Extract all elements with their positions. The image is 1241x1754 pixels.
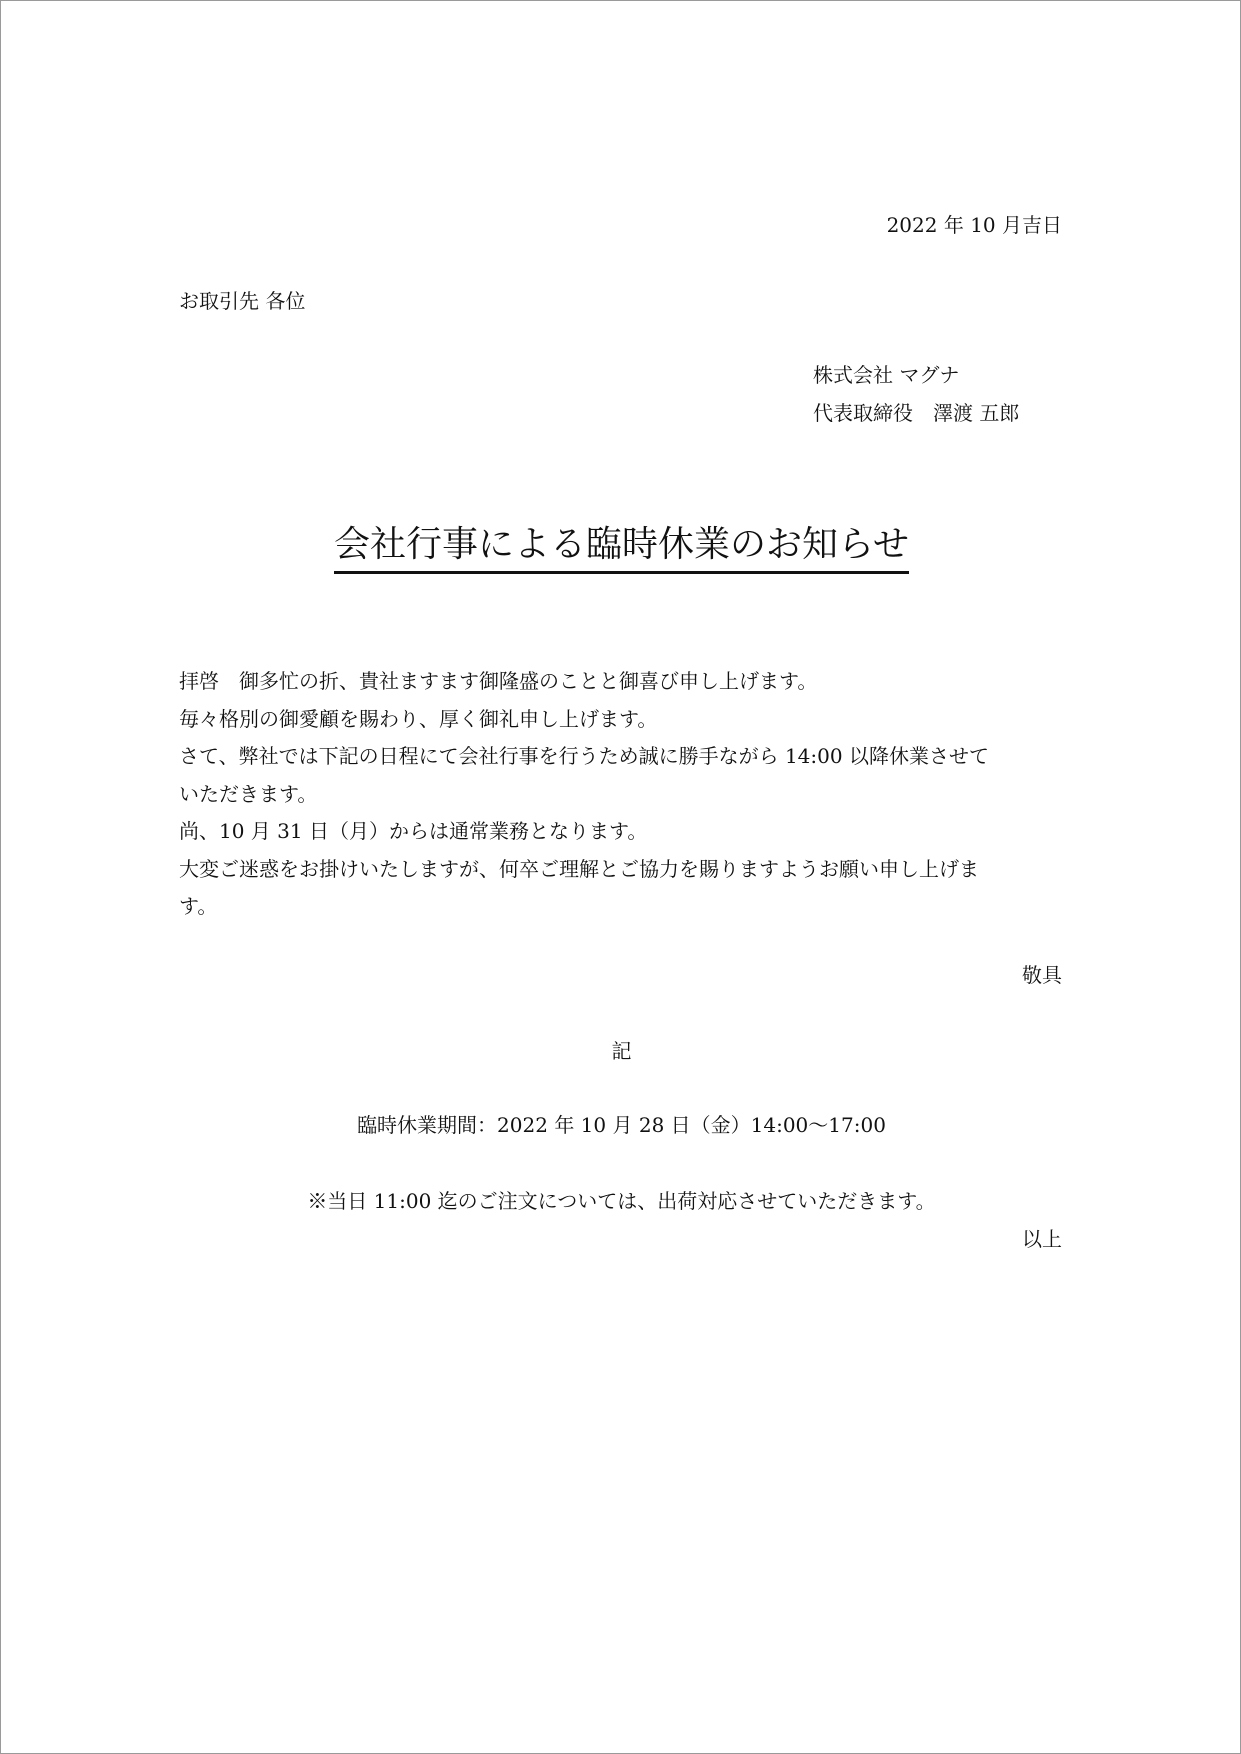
body-line: す。 [179, 894, 218, 918]
document-date: 2022 年 10 月吉日 [886, 213, 1062, 237]
document-title-wrapper [1, 523, 1241, 574]
ki-heading: 記 [611, 1039, 632, 1063]
body-line: さて、弊社では下記の日程にて会社行事を行うため誠に勝手ながら 14:00 以降休業させて [179, 744, 989, 768]
body-line: 拝啓 御多忙の折、貴社ますます御隆盛のことと御喜び申し上げます。 [179, 669, 818, 693]
end-mark: 以上 [1022, 1227, 1062, 1251]
closure-period: 臨時休業期間：2022 年 10 月 28 日（金）14:00～17:00 [357, 1113, 886, 1137]
sender-block [813, 363, 1019, 439]
document-title: 会社行事による臨時休業のお知らせ [334, 523, 909, 574]
body-line: 毎々格別の御愛顧を賜わり、厚く御礼申し上げます。 [179, 706, 658, 731]
recipient: お取引先 各位 [179, 289, 306, 313]
sender-company: 株式会社 マグナ [813, 363, 960, 387]
closing-keigu: 敬具 [1022, 963, 1062, 987]
body-line: いただきます。 [179, 781, 318, 806]
body-text [179, 663, 1063, 926]
body-line: 尚、10 月 31 日（月）からは通常業務となります。 [179, 819, 648, 843]
sender-representative: 代表取締役 澤渡 五郎 [813, 401, 1020, 425]
body-line: 大変ご迷惑をお掛けいたしますが、何卒ご理解とご協力を賜りますようお願い申し上げま [179, 856, 979, 881]
order-note: ※当日 11:00 迄のご注文については、出荷対応させていただきます。 [307, 1189, 936, 1213]
